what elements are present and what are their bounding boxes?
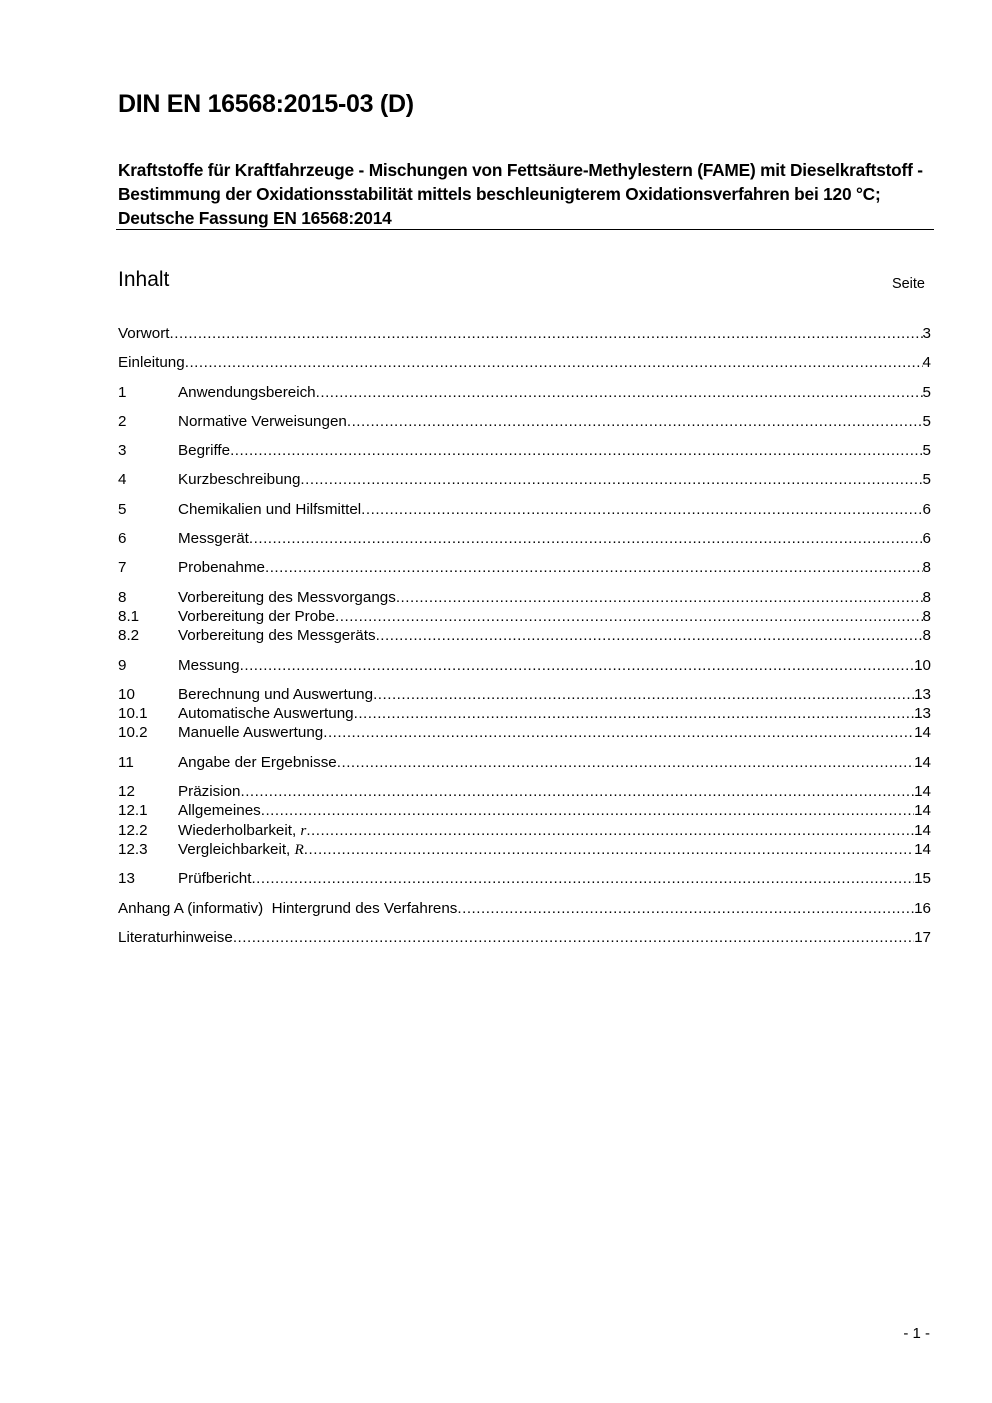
toc-group [118,441,931,460]
toc-entry[interactable] [118,412,931,431]
toc-entry[interactable] [118,353,931,372]
toc-entry-page: 8 [922,559,931,577]
toc-entry-title: Chemikalien und Hilfsmittel [178,500,362,518]
contents-heading: Inhalt [118,268,170,291]
toc-entry-title: Präzision [178,783,241,801]
toc-entry[interactable] [118,704,931,723]
toc-entry-title: Anwendungsbereich [178,383,316,401]
dot-leader [230,441,922,460]
toc-entry-title: Manuelle Auswertung [178,724,324,742]
dot-leader [300,470,922,489]
toc-entry[interactable] [118,821,931,840]
toc-group [118,588,931,646]
toc-entry[interactable] [118,753,931,772]
toc-group [118,353,931,372]
toc-entry-title: Vorbereitung des Messgeräts [178,627,376,645]
toc-entry-number: 8.2 [118,627,140,645]
toc-entry-page: 14 [914,724,931,742]
toc-group [118,685,931,743]
page-number-footer: - 1 - [903,1325,930,1342]
toc-entry-title: Literaturhinweise [118,928,233,946]
toc-entry-number: 12.1 [118,802,148,820]
toc-entry-number: 12.3 [118,840,148,858]
table-of-contents [118,324,931,957]
toc-entry-title: Vergleichbarkeit, R [178,840,304,858]
dot-leader [304,840,914,859]
toc-entry[interactable] [118,782,931,801]
toc-entry-page: 5 [922,471,931,489]
toc-entry[interactable] [118,441,931,460]
toc-entry-number: 3 [118,442,127,460]
toc-entry[interactable] [118,723,931,742]
toc-entry[interactable] [118,869,931,888]
toc-entry-page: 13 [914,705,931,723]
toc-entry[interactable] [118,383,931,402]
toc-entry-number: 11 [118,753,134,771]
toc-entry-title: Anhang A (informativ) Hintergrund des Verfahrens [118,899,458,917]
toc-entry-number: 10.2 [118,724,148,742]
toc-entry-title: Messgerät [178,530,249,548]
toc-group [118,383,931,402]
document-title: DIN EN 16568:2015-03 (D) [118,90,414,118]
toc-entry-page: 8 [922,627,931,645]
toc-entry-page: 10 [914,656,931,674]
toc-entry-page: 15 [914,870,931,888]
toc-entry[interactable] [118,607,931,626]
toc-entry-number: 10.1 [118,705,148,723]
toc-entry-page: 5 [922,412,931,430]
toc-entry[interactable] [118,626,931,645]
toc-entry-title: Einleitung [118,354,185,372]
toc-group [118,324,931,343]
toc-entry[interactable] [118,899,931,918]
toc-entry-title: Wiederholbarkeit, r [178,821,307,839]
dot-leader [316,383,923,402]
dot-leader [347,412,923,431]
toc-entry[interactable] [118,500,931,519]
toc-group [118,470,931,489]
toc-entry-number: 4 [118,471,127,489]
dot-leader [337,753,914,772]
toc-entry-title: Berechnung und Auswertung [178,685,374,703]
toc-entry-page: 14 [914,802,931,820]
toc-entry-page: 13 [914,685,931,703]
toc-entry-number: 13 [118,870,135,888]
dot-leader [373,685,914,704]
dot-leader [354,704,914,723]
dot-leader [185,353,923,372]
toc-group [118,500,931,519]
dot-leader [323,723,914,742]
toc-entry-page: 8 [922,607,931,625]
toc-entry-title: Vorbereitung der Probe [178,607,336,625]
toc-entry-number: 2 [118,412,127,430]
toc-entry-title: Vorbereitung des Messvorgangs [178,588,396,606]
dot-leader [335,607,923,626]
toc-entry-page: 17 [914,928,931,946]
toc-entry-page: 14 [914,821,931,839]
toc-entry[interactable] [118,529,931,548]
page-column-label: Seite [891,276,925,292]
toc-entry-title: Vorwort [118,325,170,342]
dot-leader [251,869,914,888]
dot-leader [233,928,914,947]
toc-group [118,529,931,548]
toc-entry-page: 4 [922,354,931,372]
toc-entry-title: Angabe der Ergebnisse [178,753,337,771]
dot-leader [261,801,914,820]
document-subtitle: Kraftstoffe für Kraftfahrzeuge - Mischungen von Fettsäure-Methylestern (FAME) mit Dieselkraftstoff - Bestimmung der Oxidationsstabilität mittels beschleunigterem Oxidationsverfahren bei 120 °C; Deutsche Fassung EN 16568:2014 [118,160,923,228]
toc-entry-number: 8 [118,588,127,606]
toc-entry[interactable] [118,928,931,947]
toc-entry[interactable] [118,685,931,704]
dot-leader [265,558,923,577]
dot-leader [170,324,923,343]
dot-leader [361,500,922,519]
dot-leader [249,529,923,548]
toc-group [118,656,931,675]
dot-leader [240,782,914,801]
toc-entry-title: Kurzbeschreibung [178,471,301,489]
toc-entry[interactable] [118,470,931,489]
toc-entry-title: Begriffe [178,442,231,460]
toc-entry[interactable] [118,558,931,577]
dot-leader [396,588,923,607]
toc-entry-page: 5 [922,442,931,460]
toc-entry-page: 14 [914,753,931,771]
toc-entry-page: 3 [922,325,931,342]
toc-entry-number: 12 [118,783,135,801]
toc-entry-number: 8.1 [118,607,140,625]
toc-entry-number: 7 [118,559,127,577]
toc-entry-page: 6 [922,530,931,548]
toc-group [118,782,931,859]
toc-group [118,753,931,772]
toc-entry-title: Prüfbericht [178,870,252,888]
toc-entry[interactable] [118,324,931,343]
dot-leader [306,821,914,840]
toc-entry-number: 6 [118,530,127,548]
toc-entry-page: 8 [922,588,931,606]
toc-entry-title: Normative Verweisungen [178,412,347,430]
toc-entry[interactable] [118,588,931,607]
title-divider [116,229,934,230]
dot-leader [240,656,914,675]
toc-group [118,928,931,947]
toc-entry-page: 6 [922,500,931,518]
toc-entry-page: 16 [914,899,931,917]
toc-entry-number: 1 [118,383,127,401]
toc-entry-number: 9 [118,656,127,674]
toc-entry-page: 14 [914,840,931,858]
toc-entry-page: 5 [922,383,931,401]
toc-entry[interactable] [118,840,931,859]
toc-entry-number: 10 [118,685,135,703]
toc-entry-number: 12.2 [118,821,148,839]
toc-entry-title: Automatische Auswertung [178,705,354,723]
dot-leader [457,899,914,918]
toc-group [118,412,931,431]
toc-entry-number: 5 [118,500,127,518]
dot-leader [376,626,923,645]
toc-group [118,899,931,918]
toc-entry-title: Probenahme [178,559,265,577]
toc-entry[interactable] [118,801,931,820]
toc-entry-title: Allgemeines [178,802,261,820]
toc-entry-title: Messung [178,656,240,674]
toc-group [118,869,931,888]
toc-entry[interactable] [118,656,931,675]
toc-entry-page: 14 [914,783,931,801]
toc-group [118,558,931,577]
